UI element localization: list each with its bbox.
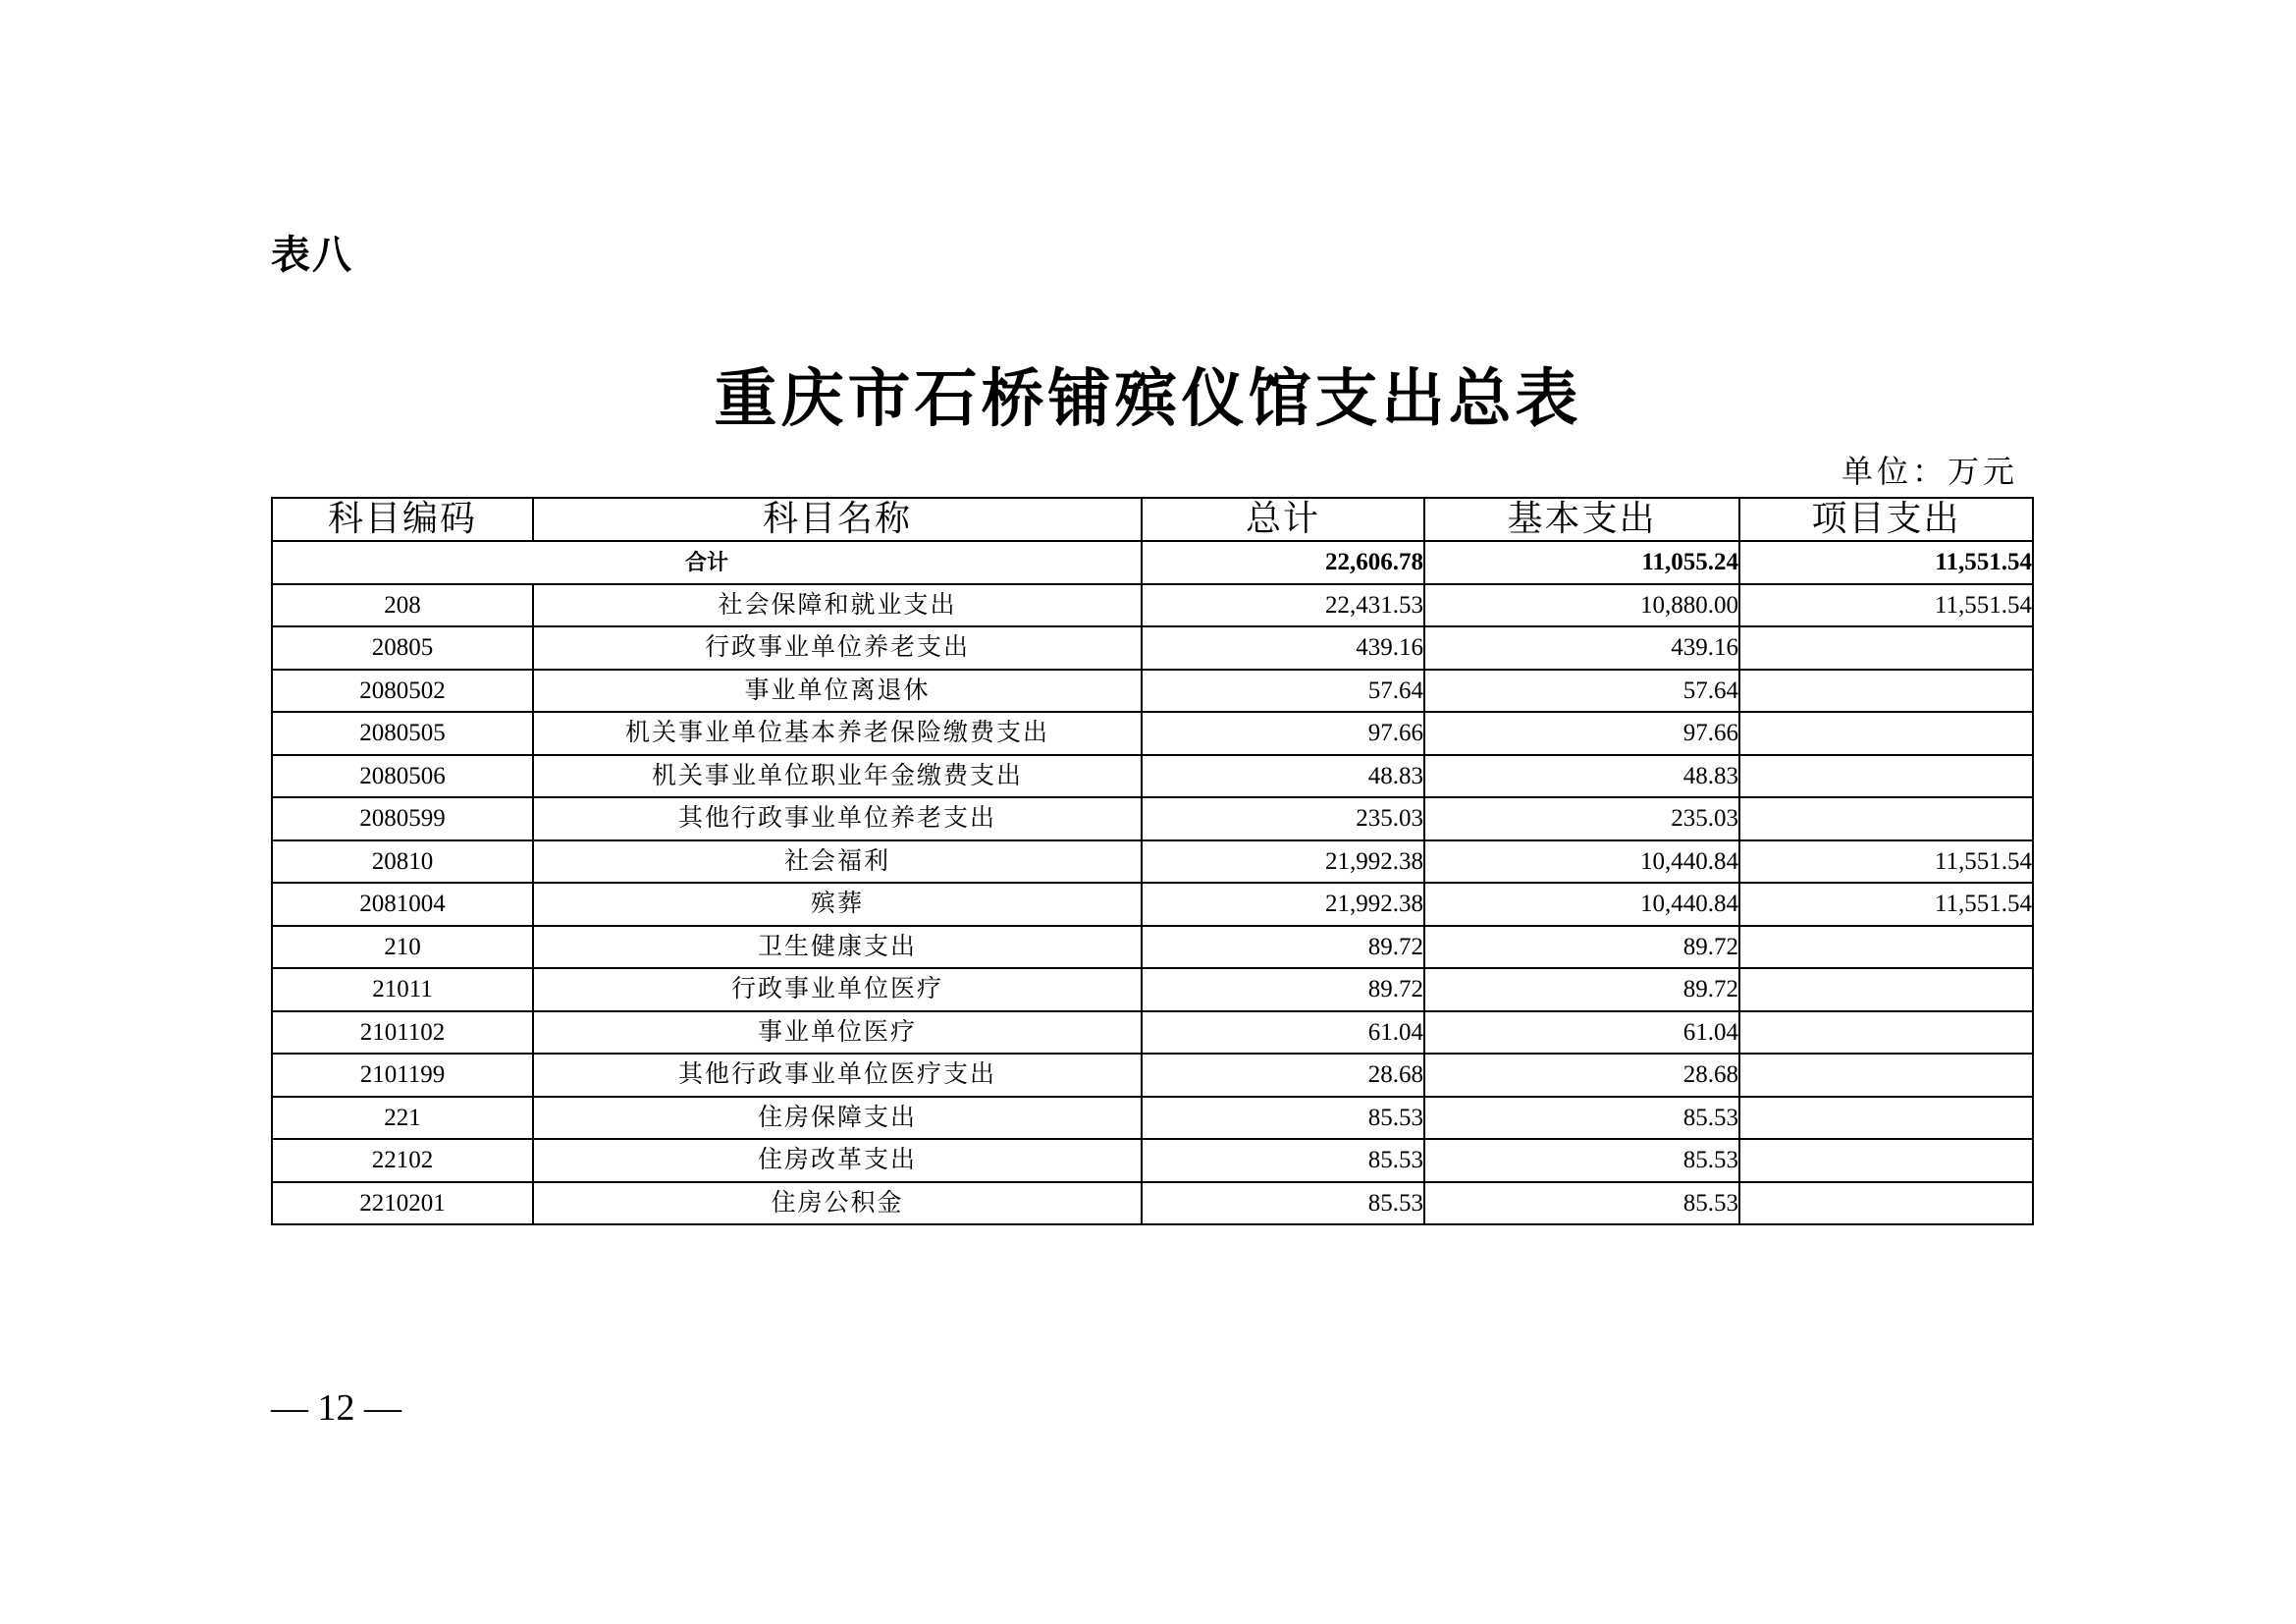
row-basic: 10,440.84 xyxy=(1424,840,1739,884)
row-project: 11,551.54 xyxy=(1739,840,2033,884)
table-row xyxy=(272,712,2033,755)
row-name: 卫生健康支出 xyxy=(533,926,1142,969)
row-code: 2101199 xyxy=(272,1054,533,1097)
row-basic: 61.04 xyxy=(1424,1011,1739,1055)
table-row xyxy=(272,626,2033,670)
row-project xyxy=(1739,1097,2033,1140)
row-basic: 85.53 xyxy=(1424,1097,1739,1140)
row-name: 住房公积金 xyxy=(533,1182,1142,1225)
row-basic: 97.66 xyxy=(1424,712,1739,755)
row-project xyxy=(1739,670,2033,713)
row-project xyxy=(1739,755,2033,798)
row-code: 2080505 xyxy=(272,712,533,755)
row-name: 住房改革支出 xyxy=(533,1139,1142,1182)
row-project: 11,551.54 xyxy=(1739,584,2033,627)
row-name: 行政事业单位医疗 xyxy=(533,968,1142,1011)
row-total: 85.53 xyxy=(1142,1139,1424,1182)
row-project xyxy=(1739,1182,2033,1225)
row-name: 机关事业单位职业年金缴费支出 xyxy=(533,755,1142,798)
table-row xyxy=(272,926,2033,969)
header-code: 科目编码 xyxy=(272,498,533,541)
row-total: 61.04 xyxy=(1142,1011,1424,1055)
row-project xyxy=(1739,797,2033,840)
row-total: 89.72 xyxy=(1142,926,1424,969)
table-row xyxy=(272,1182,2033,1225)
row-code: 2210201 xyxy=(272,1182,533,1225)
row-project xyxy=(1739,1011,2033,1055)
row-code: 21011 xyxy=(272,968,533,1011)
header-total: 总计 xyxy=(1142,498,1424,541)
row-code: 22102 xyxy=(272,1139,533,1182)
total-label: 合计 xyxy=(272,541,1142,584)
expenditure-table xyxy=(271,497,2034,1225)
row-name: 事业单位医疗 xyxy=(533,1011,1142,1055)
row-basic: 89.72 xyxy=(1424,968,1739,1011)
row-total: 21,992.38 xyxy=(1142,883,1424,926)
table-row xyxy=(272,670,2033,713)
row-name: 行政事业单位养老支出 xyxy=(533,626,1142,670)
row-code: 2101102 xyxy=(272,1011,533,1055)
table-row xyxy=(272,883,2033,926)
total-project: 11,551.54 xyxy=(1739,541,2033,584)
row-total: 97.66 xyxy=(1142,712,1424,755)
row-project xyxy=(1739,968,2033,1011)
row-name: 住房保障支出 xyxy=(533,1097,1142,1140)
row-name: 社会保障和就业支出 xyxy=(533,584,1142,627)
row-total: 235.03 xyxy=(1142,797,1424,840)
table-row xyxy=(272,1097,2033,1140)
row-total: 57.64 xyxy=(1142,670,1424,713)
row-basic: 235.03 xyxy=(1424,797,1739,840)
row-project xyxy=(1739,712,2033,755)
row-code: 2080506 xyxy=(272,755,533,798)
row-basic: 48.83 xyxy=(1424,755,1739,798)
header-basic: 基本支出 xyxy=(1424,498,1739,541)
table-row xyxy=(272,1011,2033,1055)
header-name: 科目名称 xyxy=(533,498,1142,541)
row-project xyxy=(1739,926,2033,969)
table-label: 表八 xyxy=(271,233,353,278)
row-name: 殡葬 xyxy=(533,883,1142,926)
row-basic: 57.64 xyxy=(1424,670,1739,713)
row-name: 机关事业单位基本养老保险缴费支出 xyxy=(533,712,1142,755)
row-code: 208 xyxy=(272,584,533,627)
row-name: 其他行政事业单位医疗支出 xyxy=(533,1054,1142,1097)
header-project: 项目支出 xyxy=(1739,498,2033,541)
row-code: 20810 xyxy=(272,840,533,884)
row-code: 2080599 xyxy=(272,797,533,840)
row-total: 89.72 xyxy=(1142,968,1424,1011)
row-code: 2080502 xyxy=(272,670,533,713)
total-total: 22,606.78 xyxy=(1142,541,1424,584)
row-project xyxy=(1739,1139,2033,1182)
header-row xyxy=(272,498,2033,541)
row-code: 2081004 xyxy=(272,883,533,926)
row-basic: 439.16 xyxy=(1424,626,1739,670)
table-row xyxy=(272,1139,2033,1182)
row-total: 28.68 xyxy=(1142,1054,1424,1097)
table-row xyxy=(272,797,2033,840)
page-number: — 12 — xyxy=(271,1387,401,1429)
row-basic: 89.72 xyxy=(1424,926,1739,969)
table-row xyxy=(272,840,2033,884)
table-row xyxy=(272,755,2033,798)
row-project xyxy=(1739,626,2033,670)
row-code: 20805 xyxy=(272,626,533,670)
row-basic: 10,440.84 xyxy=(1424,883,1739,926)
table-row xyxy=(272,1054,2033,1097)
row-name: 事业单位离退休 xyxy=(533,670,1142,713)
table-row xyxy=(272,968,2033,1011)
row-basic: 10,880.00 xyxy=(1424,584,1739,627)
row-name: 其他行政事业单位养老支出 xyxy=(533,797,1142,840)
document-title: 重庆市石桥铺殡仪馆支出总表 xyxy=(714,362,1582,436)
row-project: 11,551.54 xyxy=(1739,883,2033,926)
total-row xyxy=(272,541,2033,584)
row-code: 210 xyxy=(272,926,533,969)
row-total: 85.53 xyxy=(1142,1097,1424,1140)
row-project xyxy=(1739,1054,2033,1097)
row-total: 439.16 xyxy=(1142,626,1424,670)
unit-note: 单位：万元 xyxy=(1841,453,2018,490)
row-code: 221 xyxy=(272,1097,533,1140)
total-basic: 11,055.24 xyxy=(1424,541,1739,584)
row-basic: 85.53 xyxy=(1424,1182,1739,1225)
row-total: 21,992.38 xyxy=(1142,840,1424,884)
row-total: 85.53 xyxy=(1142,1182,1424,1225)
row-basic: 28.68 xyxy=(1424,1054,1739,1097)
row-basic: 85.53 xyxy=(1424,1139,1739,1182)
row-total: 48.83 xyxy=(1142,755,1424,798)
table-row xyxy=(272,584,2033,627)
row-total: 22,431.53 xyxy=(1142,584,1424,627)
row-name: 社会福利 xyxy=(533,840,1142,884)
